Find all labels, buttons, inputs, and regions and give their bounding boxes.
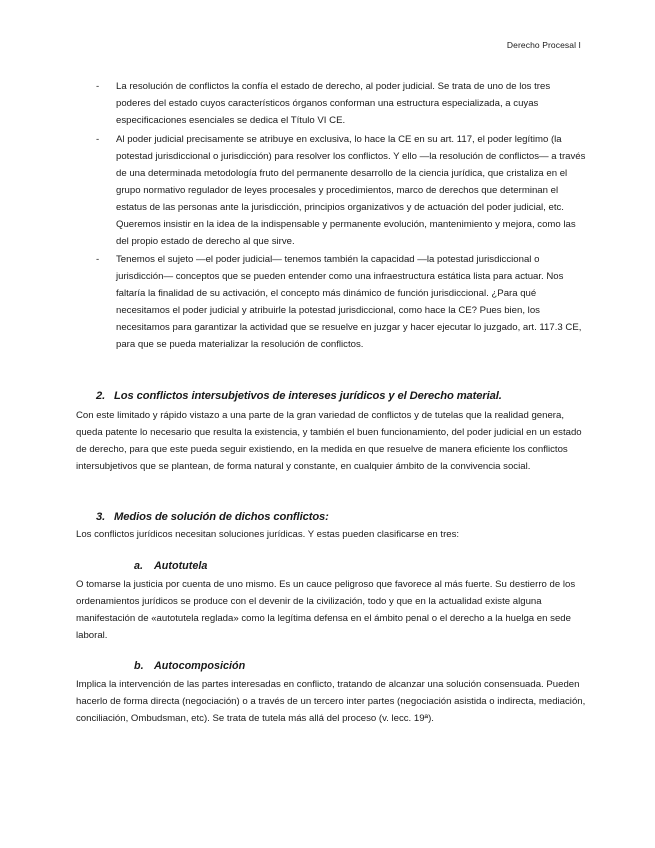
- bullet-item: [96, 78, 586, 129]
- bullet-dash: -: [96, 81, 100, 92]
- bullet-text: Al poder judicial precisamente se atribuye en exclusiva, lo hace la CE en su art. 117, el poder legítimo (la potestad jurisdiccional o jurisdicción) para resolver los conflictos. Y ello —la resolución de conflictos— a través de una determinada metodología fruto del permanente desarrollo de la ciencia jurídica, que cristaliza en el grupo normativo regulador de leyes procesales y procedimientos, marco de derechos que determinan el estatus de las personas ante la jurisdicción, principios organizativos y de actuación del poder judicial, etc. Queremos insistir en la idea de la indispensable y permanente evolución, mantenimiento y mejora, como las del propio estado de derecho al que sirve.: [116, 133, 586, 247]
- bullet-dash: -: [96, 133, 100, 145]
- section-3-title: Medios de solución de dichos conflictos:: [114, 511, 329, 523]
- subsection-a-heading: [134, 560, 207, 572]
- section-2-heading: [96, 390, 502, 402]
- subsection-a-title: Autotutela: [154, 560, 208, 572]
- bullet-dash: -: [96, 254, 100, 265]
- section-3-number: 3.: [96, 511, 106, 523]
- subsection-b-number: b.: [134, 660, 144, 672]
- section-3-heading: [96, 511, 329, 523]
- subsection-b-body: Implica la intervención de las partes interesadas en conflicto, tratando de alcanzar una solución consensuada. Pueden hacerlo de forma directa (negociación) o a través de un tercero inter partes (negociación asistida o indirecta, mediación, conciliación, Ombudsman, etc). Se trata de tutela más allá del proceso (v. lecc. 19ª).: [76, 679, 586, 724]
- subsection-b-heading: [134, 660, 245, 672]
- subsection-a-number: a.: [134, 560, 144, 572]
- section-3-body: Los conflictos jurídicos necesitan soluciones jurídicas. Y estas pueden clasificarse en tres:: [76, 529, 460, 540]
- running-header: Derecho Procesal I: [506, 40, 581, 50]
- bullet-text: Tenemos el sujeto —el poder judicial— tenemos también la capacidad —la potestad jurisdiccional o jurisdicción— conceptos que se pueden entender como una infraestructura estática lista para actuar. Nos faltaría la finalidad de su activación, el concepto más dinámico de función jurisdiccional. ¿Para qué necesitamos el poder judicial y atribuirle la potestad jurisdiccional, como hace la CE? Pues bien, los necesitamos para garantizar la actividad que se resuelve en juzgar y hacer ejecutar lo juzgado, art. 117.3 CE, para que se pueda materializar la resolución de conflictos.: [116, 254, 582, 350]
- section-2-body: Con este limitado y rápido vistazo a una parte de la gran variedad de conflictos y de tutelas que la realidad genera, queda patente lo necesario que resulta la existencia, y también el buen funcionamiento, del poder judicial en un estado de derecho, para que este pueda seguir existiendo, en la medida en que resuelve de manera eficiente los conflictos intersubjetivos que se plantean, de forma natural y constante, en cualquier ámbito de la convivencia social.: [76, 410, 582, 472]
- subsection-a-body: O tomarse la justicia por cuenta de uno mismo. Es un cauce peligroso que favorece al más fuerte. Su destierro de los ordenamientos jurídicos se produce con el devenir de la civilización, todo y que en la actualidad existe alguna manifestación de «autotutela reglada» como la legítima defensa en el ámbito penal o el derecho a la huelga en sede laboral.: [76, 579, 576, 641]
- section-2-title: Los conflictos intersubjetivos de intereses jurídicos y el Derecho material.: [114, 390, 502, 402]
- bullet-item: [96, 131, 586, 250]
- bullet-list: [96, 78, 586, 355]
- bullet-text: La resolución de conflictos la confía el estado de derecho, al poder judicial. Se trata de uno de los tres poderes del estado cuyos característicos órganos conforman una estructura especializada, a cuyas especificaciones esenciales se dedica el Título VI CE.: [116, 81, 551, 126]
- section-2-number: 2.: [96, 390, 106, 402]
- bullet-item: [96, 251, 586, 353]
- subsection-b-title: Autocomposición: [154, 660, 246, 672]
